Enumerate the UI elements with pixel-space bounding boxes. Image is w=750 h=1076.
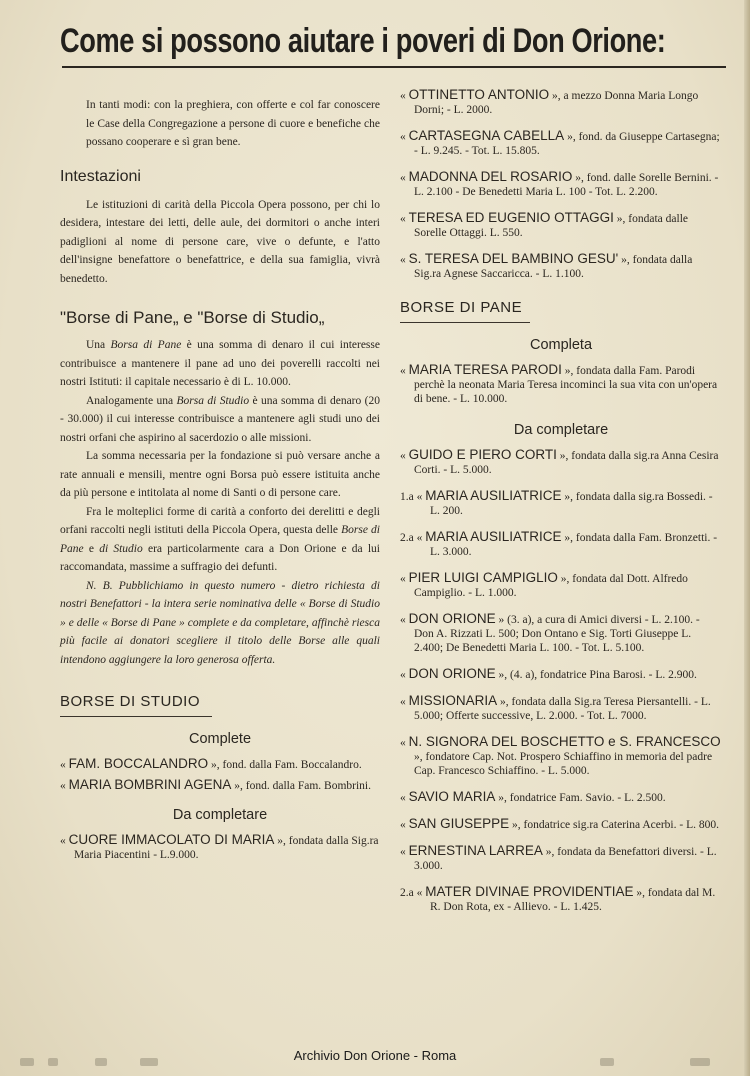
list-item: « DON ORIONE » (3. a), a cura di Amici diversi - L. 2.100. - Don A. Rizzati L. 500; Don Ontano e Sig. Torti Giuseppe L. 2.400; De Benedetti Maria L. 100. - Tot. L. 5.100. xyxy=(400,611,700,654)
studio-da-completare-heading: Da completare xyxy=(172,807,268,823)
page-edge xyxy=(744,0,750,1076)
list-item: « MARIA TERESA PARODI », fondata dalla Fam. Parodi perchè la neonata Maria Teresa incominci la sua vita con un'opera di bene. - L. 10.000. xyxy=(400,362,718,405)
list-item: « CARTASEGNA CABELLA », fond. da Giuseppe Cartasegna; - L. 9.245. - Tot. L. 15.805. xyxy=(400,128,720,157)
right-column xyxy=(400,88,722,926)
list-item: 1.a « MARIA AUSILIATRICE », fondata dalla sig.ra Bossedi. - L. 200. xyxy=(400,488,713,517)
nb-note: N. B. Pubblichiamo in questo numero - dietro richiesta di nostri Benefattori - la intera serie nominativa delle « Borse di Studio » e delle « Borse di Pane » complete e da completare, affinchè riesca più facile ai donatori scegliere il titolo delle Borse alle quali intendono aggiungere la loro generosa offerta. xyxy=(60,579,380,666)
list-item: « OTTINETTO ANTONIO », a mezzo Donna Maria Longo Dorni; - L. 2000. xyxy=(400,87,699,116)
borse-heading: "Borse di Pane„ e "Borse di Studio„ xyxy=(60,308,325,327)
somma-paragraph: La somma necessaria per la fondazione si può versare anche a rate annuali e mensili, mentre ogni Borsa può essere istituita anche da più persone e intitolata al nome di Santi o di persone care. xyxy=(60,450,380,499)
studio-complete-heading: Complete xyxy=(188,731,252,747)
list-item: « MISSIONARIA », fondata dalla Sig.ra Teresa Piersantelli. - L. 5.000; Offerte successive, L. 2.000. - Tot. L. 7000. xyxy=(400,693,711,722)
borsa-pane-paragraph: Una Borsa di Pane è una somma di denaro il cui interesse contribuisce a mantenere il pane ad uno dei poverelli raccolti nei nostri Istituti: il capitale necessario è di L. 10.000. xyxy=(60,339,380,388)
pane-complete-heading: Completa xyxy=(529,337,593,353)
list-item: « FAM. BOCCALANDRO », fond. dalla Fam. Boccalandro. xyxy=(60,756,362,771)
left-column xyxy=(60,88,380,874)
page-title: Come si possono aiutare i poveri di Don Orione: xyxy=(60,22,666,60)
list-item: « CUORE IMMACOLATO DI MARIA », fondata dalla Sig.ra Maria Piacentini - L.9.000. xyxy=(60,832,379,861)
list-item: « PIER LUIGI CAMPIGLIO », fondata dal Dott. Alfredo Campiglio. - L. 1.000. xyxy=(400,570,688,599)
list-item: « MADONNA DEL ROSARIO », fond. dalle Sorelle Bernini. - L. 2.100 - De Benedetti Maria L. 100 - Tot. L. 2.200. xyxy=(400,169,719,198)
carita-paragraph: Fra le molteplici forme di carità a conforto dei derelitti e degli orfani raccolti negli istituti della Piccola Opera, questa delle Borse di Pane e di Studio era particolarmente cara a Don Orione e da lui raccomandata, massime a suffragio dei defunti. xyxy=(60,505,380,573)
intro-paragraph: In tanti modi: con la preghiera, con offerte e col far conoscere le Case della Congregazione a persone di cuore e benefiche che possano cooperare e sì gran bene. xyxy=(86,99,380,148)
list-item: 2.a « MATER DIVINAE PROVIDENTIAE », fondata dal M. R. Don Rota, ex - Allievo. - L. 1.425. xyxy=(400,884,716,913)
list-item: « DON ORIONE », (4. a), fondatrice Pina Barosi. - L. 2.900. xyxy=(400,666,697,681)
borse-studio-heading: BORSE DI STUDIO xyxy=(60,693,212,717)
list-item: « GUIDO E PIERO CORTI », fondata dalla sig.ra Anna Cesira Corti. - L. 5.000. xyxy=(400,447,719,476)
archive-footer: Archivio Don Orione - Roma xyxy=(293,1048,457,1063)
borsa-studio-paragraph: Analogamente una Borsa di Studio è una somma di denaro (20 - 30.000) il cui interesse contribuisce a mantenere agli studi uno dei nostri orfani che aspirino al sacerdozio o alle missioni. xyxy=(60,394,380,444)
intestazioni-paragraph: Le istituzioni di carità della Piccola Opera possono, per chi lo desidera, intestare dei letti, delle aule, dei dormitori o anche interi padiglioni al nome di persone care, vive o defunte, e l'atto dell'insigne benefattore o benefattrice, e della sua famiglia, vivrà benedetto. xyxy=(60,198,380,285)
list-item: « ERNESTINA LARREA », fondata da Benefattori diversi. - L. 3.000. xyxy=(400,843,717,872)
intestazioni-heading: Intestazioni xyxy=(60,167,141,185)
list-item: 2.a « MARIA AUSILIATRICE », fondata dalla Fam. Bronzetti. - L. 3.000. xyxy=(400,529,718,558)
list-item: « N. SIGNORA DEL BOSCHETTO e S. FRANCESCO », fondatore Cap. Not. Prospero Schiaffino in memoria del padre Cap. Francesco Schiaffino. - L. 5.000. xyxy=(400,734,721,777)
list-item: « SAVIO MARIA », fondatrice Fam. Savio. - L. 2.500. xyxy=(400,789,666,804)
list-item: « MARIA BOMBRINI AGENA », fond. dalla Fam. Bombrini. xyxy=(60,777,372,792)
title-rule xyxy=(62,66,726,68)
list-item: « TERESA ED EUGENIO OTTAGGI », fondata dalle Sorelle Ottaggi. L. 550. xyxy=(400,210,689,239)
list-item: « SAN GIUSEPPE », fondatrice sig.ra Caterina Acerbi. - L. 800. xyxy=(400,816,719,831)
borse-pane-heading: BORSE DI PANE xyxy=(400,299,530,323)
list-item: « S. TERESA DEL BAMBINO GESU' », fondata dalla Sig.ra Agnese Saccaricca. - L. 1.100. xyxy=(400,251,693,280)
pane-da-completare-heading: Da completare xyxy=(513,422,609,438)
